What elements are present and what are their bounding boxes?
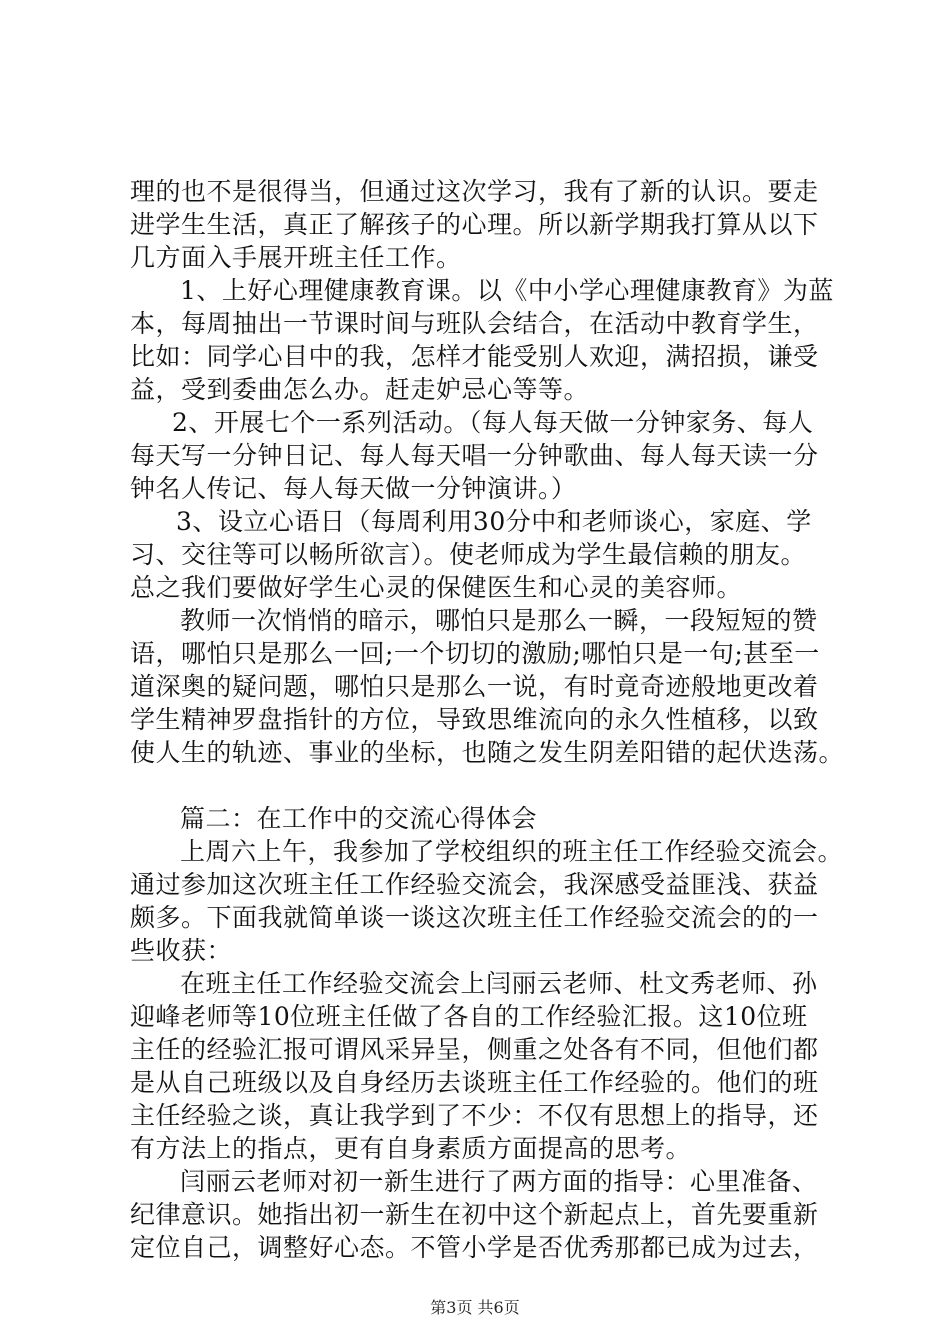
text-line: 使人生的轨迹、事业的坐标，也随之发生阴差阳错的起伏迭荡。 [130, 738, 845, 767]
text-line: 习、交往等可以畅所欲言）。使老师成为学生最信赖的朋友。 [130, 540, 807, 569]
text-line: 纪律意识。她指出初一新生在初中这个新起点上，首先要重新 [130, 1200, 819, 1229]
text-line: 钟名人传记、每人每天做一分钟演讲。） [130, 474, 577, 503]
text-line: 3、设立心语日（每周利用30分中和老师谈心，家庭、学 [176, 507, 812, 536]
text-line: 语，哪怕只是那么一回;一个切切的激励;哪怕只是一句;甚至一 [130, 639, 820, 668]
text-line: 本，每周抽出一节课时间与班队会结合，在活动中教育学生， [130, 309, 819, 338]
text-line: 有方法上的指点，更有自身素质方面提高的思考。 [130, 1134, 692, 1163]
text-line: 理的也不是很得当，但通过这次学习，我有了新的认识。要走 [130, 177, 819, 206]
text-line: 通过参加这次班主任工作经验交流会，我深感受益匪浅、获益 [130, 870, 819, 899]
text-line: 教师一次悄悄的暗示，哪怕只是那么一瞬，一段短短的赞 [180, 606, 818, 635]
section-heading: 篇二：在工作中的交流心得体会 [180, 804, 538, 833]
text-line: 迎峰老师等10位班主任做了各自的工作经验汇报。这10位班 [130, 1002, 808, 1031]
text-line: 益，受到委曲怎么办。赶走妒忌心等等。 [130, 375, 590, 404]
text-line: 闫丽云老师对初一新生进行了两方面的指导：心里准备、 [180, 1167, 818, 1196]
text-line: 些收获： [130, 936, 233, 965]
text-line: 总之我们要做好学生心灵的保健医生和心灵的美容师。 [130, 573, 743, 602]
text-line: 1、上好心理健康教育课。以《中小学心理健康教育》为蓝 [180, 276, 834, 305]
page-number: 第3页 共6页 [430, 1298, 520, 1317]
text-line: 几方面入手展开班主任工作。 [130, 243, 462, 272]
text-line: 定位自己，调整好心态。不管小学是否优秀那都已成为过去， [130, 1233, 819, 1262]
text-line: 进学生生活，真正了解孩子的心理。所以新学期我打算从以下 [130, 210, 819, 239]
text-line: 主任的经验汇报可谓风采异呈，侧重之处各有不同，但他们都 [130, 1035, 819, 1064]
text-line: 在班主任工作经验交流会上闫丽云老师、杜文秀老师、孙 [180, 969, 818, 998]
text-line: 主任经验之谈，真让我学到了不少：不仅有思想上的指导，还 [130, 1101, 819, 1130]
text-line: 是从自己班级以及自身经历去谈班主任工作经验的。他们的班 [130, 1068, 819, 1097]
text-line: 上周六上午，我参加了学校组织的班主任工作经验交流会。 [180, 837, 844, 866]
text-line: 学生精神罗盘指针的方位，导致思维流向的永久性植移，以致 [130, 705, 819, 734]
text-line: 道深奥的疑问题，哪怕只是那么一说，有时竟奇迹般地更改着 [130, 672, 819, 701]
text-line: 2、开展七个一系列活动。（每人每天做一分钟家务、每人 [172, 408, 814, 437]
text-line: 颇多。下面我就简单谈一谈这次班主任工作经验交流会的的一 [130, 903, 819, 932]
text-line: 每天写一分钟日记、每人每天唱一分钟歌曲、每人每天读一分 [130, 441, 819, 470]
text-line: 比如：同学心目中的我，怎样才能受别人欢迎，满招损，谦受 [130, 342, 819, 371]
